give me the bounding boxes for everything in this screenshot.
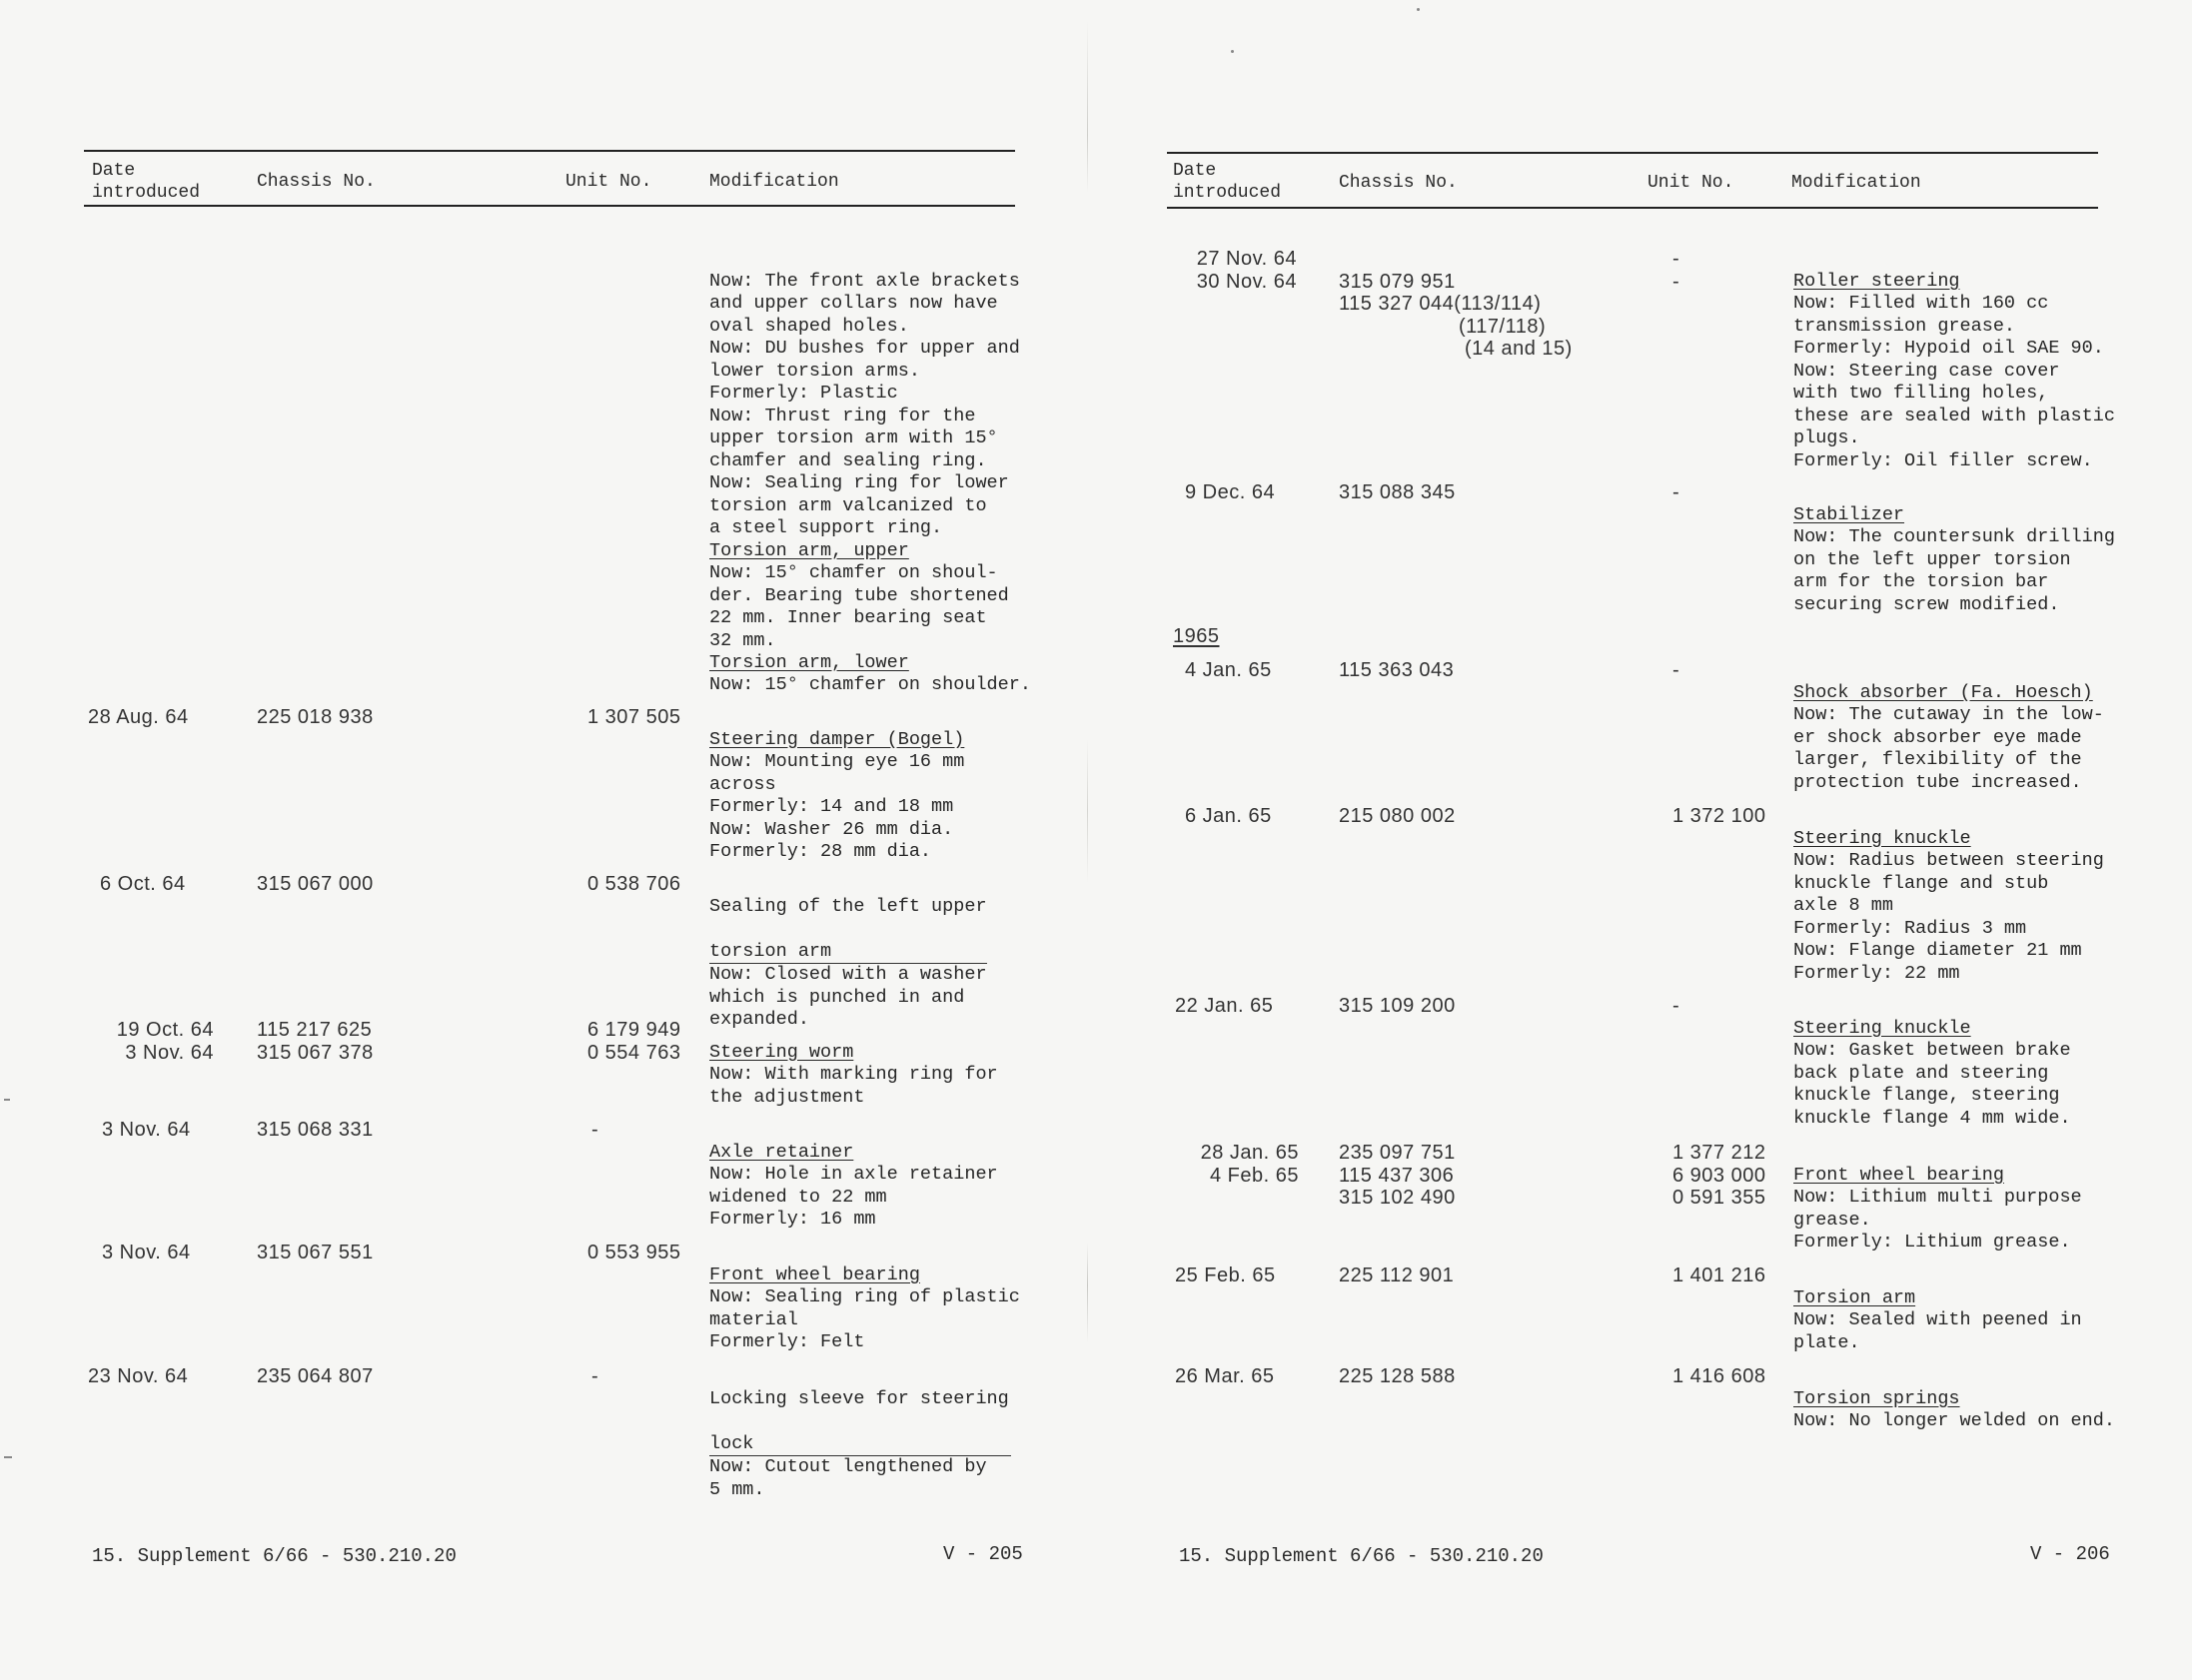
unit-cell: 1 416 608 (1672, 1365, 1766, 1387)
unit-cell: 0 553 955 (587, 1242, 681, 1263)
page-number: V - 206 (2030, 1543, 2110, 1565)
left-page (0, 0, 1089, 1680)
chassis-cell: 315 067 551 (257, 1242, 374, 1263)
chassis-cell: 235 097 751 115 437 306 315 102 490 (1339, 1142, 1456, 1209)
date-cell: 23 Nov. 64 (88, 1365, 189, 1387)
modification-title: Shock absorber (Fa. Hoesch) (1793, 681, 2093, 703)
modification-text: Now: Sealing ring of plastic material Formerly: Felt (709, 1286, 1020, 1352)
chassis-line: (14 and 15) (1465, 338, 1573, 360)
modification-title: Steering damper (Bogel) (709, 728, 965, 750)
chassis-cell: 225 112 901 (1339, 1264, 1455, 1286)
table-row (1793, 805, 2104, 1008)
date-cell: 9 Dec. 64 (1185, 481, 1276, 503)
modification-text: Now: The cutaway in the low- er shock absorber eye made larger, flexibility of the protection tube increased. (1793, 704, 2104, 793)
unit-cell: 1 377 212 6 903 000 0 591 355 (1672, 1142, 1766, 1209)
modification-title: torsion arm (709, 941, 987, 965)
modification-title: Torsion arm, upper (709, 539, 909, 561)
date-cell: 26 Mar. 65 (1175, 1365, 1275, 1387)
chassis-cell: 235 064 807 (257, 1365, 374, 1387)
modification-text: Now: Gasket between brake back plate and steering knuckle flange, steering knuckle flange 4 mm wide. (1793, 1040, 2071, 1129)
chassis-line: (117/118) (1459, 315, 1547, 338)
modification-text: Now: Mounting eye 16 mm across Formerly: 14 and 18 mm Now: Washer 26 mm dia. Formerly: 28 mm dia. (709, 751, 965, 862)
modification-text: Now: 15° chamfer on shoul- der. Bearing tube shortened 22 mm. Inner bearing seat 32 mm. (709, 562, 1009, 651)
unit-cell: - (1672, 659, 1680, 681)
modification-title: Torsion springs (1793, 1387, 1960, 1409)
date-cell: 25 Feb. 65 (1175, 1264, 1276, 1286)
modification-text: Now: With marking ring for the adjustment (709, 1064, 998, 1108)
chassis-cell: 315 109 200 (1339, 995, 1456, 1017)
col-header-date: Date introduced (1173, 161, 1282, 203)
date-cell: 28 Aug. 64 (88, 706, 189, 728)
unit-cell: 1 307 505 (587, 706, 681, 728)
date-cell: 6 Oct. 64 (100, 873, 186, 895)
header-top-rule (1167, 152, 2098, 154)
col-header-chassis: Chassis No. (257, 172, 376, 192)
modification-title-line: Sealing of the left upper (709, 895, 987, 917)
unit-cell: 0 538 706 (587, 873, 681, 895)
modification-title: Axle retainer (709, 1141, 854, 1163)
unit-cell: - (591, 1119, 599, 1141)
chassis-cell: 225 128 588 (1339, 1365, 1456, 1387)
chassis-cell: 315 068 331 (257, 1119, 374, 1141)
date-cell: 19 Oct. 64 3 Nov. 64 (116, 1019, 214, 1064)
modification-title: Stabilizer (1793, 503, 1905, 525)
table-row (1793, 1365, 2115, 1455)
unit-cell: - (1672, 995, 1680, 1017)
header-top-rule (84, 150, 1015, 152)
table-row (1793, 1142, 2082, 1276)
col-header-unit: Unit No. (1647, 173, 1734, 193)
modification-text: Now: The countersunk drilling on the left upper torsion arm for the torsion bar securing screw modified. (1793, 526, 2115, 615)
table-row (709, 1019, 998, 1132)
date-cell: 27 Nov. 64 30 Nov. 64 (1196, 248, 1297, 293)
page-number: V - 205 (943, 1543, 1023, 1565)
chassis-cell: 315 088 345 (1339, 481, 1456, 503)
table-row (1793, 659, 2104, 817)
unit-cell: - (1672, 481, 1680, 503)
modification-title: lock (709, 1433, 1011, 1457)
date-cell: 3 Nov. 64 (102, 1242, 191, 1263)
right-page (1089, 0, 2192, 1680)
unit-cell: 1 372 100 (1672, 805, 1766, 827)
header-bottom-rule (1167, 207, 2098, 209)
modification-title: Roller steering (1793, 270, 1960, 292)
table-row (709, 1119, 998, 1254)
table-row (709, 1242, 1020, 1376)
footer-supplement: 15. Supplement 6/66 - 530.210.20 (92, 1545, 457, 1567)
date-cell: 22 Jan. 65 (1175, 995, 1274, 1017)
unit-cell: - - (1672, 248, 1680, 293)
date-cell: 4 Jan. 65 (1185, 659, 1272, 681)
modification-title: Steering knuckle (1793, 827, 1971, 849)
table-row (709, 248, 1020, 562)
col-header-modification: Modification (1791, 173, 1921, 193)
chassis-cell: 315 067 000 (257, 873, 374, 895)
modification-text: Now: 15° chamfer on shoulder. (709, 674, 1031, 695)
chassis-cell: 215 080 002 (1339, 805, 1456, 827)
footer-supplement: 15. Supplement 6/66 - 530.210.20 (1179, 1545, 1544, 1567)
year-heading: 1965 (1173, 625, 1220, 647)
table-row (709, 706, 964, 886)
modification-text: Now: The front axle brackets and upper collars now have oval shaped holes. Now: DU bushes for upper and lower torsion arms. Formerly: Plastic Now: Thrust ring for the upper torsion arm with 15° chamfer and sealing ring. Now: Sealing ring for lower torsion arm valcanized to a steel support ring. (709, 270, 1020, 538)
scan-speck (1417, 8, 1420, 11)
date-cell: 3 Nov. 64 (102, 1119, 191, 1141)
scan-speck (4, 1099, 10, 1101)
modification-text: Now: Sealed with peened in plate. (1793, 1309, 2082, 1353)
modification-text: Now: Cutout lengthened by 5 mm. (709, 1456, 987, 1500)
table-row (1793, 481, 2115, 639)
chassis-cell: 225 018 938 (257, 706, 374, 728)
chassis-values (1339, 271, 1573, 361)
unit-cell: 6 179 949 0 554 763 (587, 1019, 681, 1064)
modification-title: Steering worm (709, 1041, 854, 1063)
unit-cell: - (591, 1365, 599, 1387)
table-row (1793, 995, 2071, 1153)
modification-text: Now: Lithium multi purpose grease. Formerly: Lithium grease. (1793, 1187, 2082, 1253)
date-cell: 6 Jan. 65 (1185, 805, 1272, 827)
chassis-cell: 115 363 043 (1339, 659, 1455, 681)
scan-speck (4, 1456, 12, 1458)
col-header-modification: Modification (709, 172, 839, 192)
table-row (1793, 1264, 2082, 1377)
scan-speck (1231, 50, 1234, 53)
table-row (1793, 248, 2115, 495)
modification-title: Front wheel bearing (1793, 1164, 2004, 1186)
modification-text: Now: Hole in axle retainer widened to 22 mm Formerly: 16 mm (709, 1164, 998, 1230)
unit-cell: 1 401 216 (1672, 1264, 1766, 1286)
col-header-unit: Unit No. (565, 172, 652, 192)
chassis-cell (1339, 248, 1573, 383)
modification-text: Now: Closed with a washer which is punched in and expanded. (709, 964, 987, 1030)
modification-title: Torsion arm (1793, 1286, 1916, 1308)
modification-title: Torsion arm, lower (709, 651, 909, 673)
header-bottom-rule (84, 205, 1015, 207)
chassis-cell: 115 217 625 315 067 378 (257, 1019, 374, 1064)
chassis-line: 315 079 951 (1339, 270, 1456, 293)
modification-text: Now: No longer welded on end. (1793, 1410, 2115, 1431)
modification-text: Now: Filled with 160 cc transmission grease. Formerly: Hypoid oil SAE 90. Now: Steering case cover with two filling holes, these are sealed with plastic plugs. Formerly: Oil filler screw. (1793, 293, 2115, 471)
chassis-line: 115 327 044(113/114) (1339, 293, 1542, 315)
modification-title: Front wheel bearing (709, 1263, 920, 1285)
col-header-date: Date introduced (92, 161, 201, 203)
modification-title: Steering knuckle (1793, 1017, 1971, 1039)
col-header-chassis: Chassis No. (1339, 173, 1458, 193)
modification-title-line: Locking sleeve for steering (709, 1387, 1009, 1409)
table-row (709, 1365, 1011, 1524)
date-cell: 28 Jan. 65 4 Feb. 65 (1200, 1142, 1299, 1187)
modification-text: Now: Radius between steering knuckle flange and stub axle 8 mm Formerly: Radius 3 mm Now: Flange diameter 21 mm Formerly: 22 mm (1793, 850, 2104, 984)
